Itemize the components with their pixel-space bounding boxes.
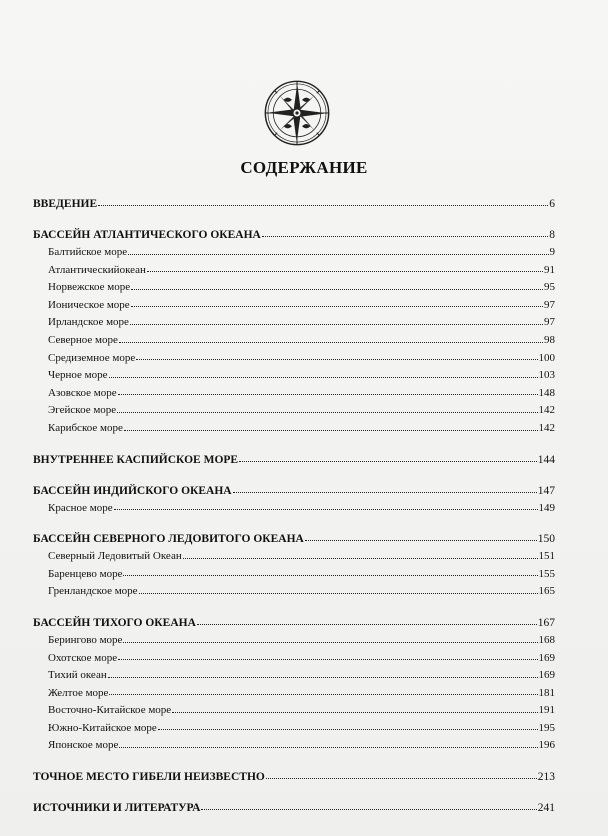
dot-leader <box>147 270 543 272</box>
toc-section-entry <box>33 768 555 786</box>
toc-page-number: 213 <box>537 771 555 784</box>
toc-page-number: 181 <box>538 686 555 699</box>
toc-spacer <box>33 517 555 530</box>
toc-entry-label: Южно-Китайское море <box>48 721 157 734</box>
toc-spacer <box>33 786 555 799</box>
toc-section-entry <box>33 530 555 548</box>
toc-subentry <box>33 297 555 315</box>
page-title: СОДЕРЖАНИЕ <box>240 158 368 177</box>
toc-subentry <box>33 420 555 438</box>
toc-page-number: 168 <box>538 633 555 646</box>
toc-entry-label: Норвежское море <box>48 281 131 294</box>
toc-spacer <box>33 438 555 451</box>
toc-entry-label: Тихий океан <box>48 669 107 682</box>
dot-leader <box>131 288 543 290</box>
toc-entry-label: Черное море <box>48 369 108 382</box>
toc-subentry <box>33 244 555 262</box>
toc-section-entry <box>33 226 555 244</box>
toc-page-number: 196 <box>538 739 555 752</box>
toc-subentry <box>33 583 555 601</box>
toc-page-number: 191 <box>538 704 555 717</box>
toc-page-number: 150 <box>537 533 555 546</box>
toc-page-number: 151 <box>538 550 555 563</box>
toc-entry-label: Северный Ледовитый Океан <box>48 550 182 563</box>
toc-subentry <box>33 566 555 584</box>
toc-entry-label: Красное море <box>48 501 113 514</box>
toc-page-number: 100 <box>538 351 555 364</box>
dot-leader <box>123 641 537 643</box>
toc-page-number: 169 <box>538 669 555 682</box>
toc-entry-label: Восточно-Китайское море <box>48 704 172 717</box>
toc-entry-label: Баренцево море <box>48 567 123 580</box>
dot-leader <box>201 808 536 810</box>
toc-entry-label: ТОЧНОЕ МЕСТО ГИБЕЛИ НЕИЗВЕСТНО <box>33 771 265 784</box>
toc-section-entry <box>33 799 555 817</box>
toc-entry-label: БАССЕЙН ТИХОГО ОКЕАНА <box>33 616 196 629</box>
toc-subentry <box>33 332 555 350</box>
toc-subentry <box>33 262 555 280</box>
toc-entry-label: Японское море <box>48 739 119 752</box>
dot-leader <box>183 557 538 559</box>
toc-entry-label: Средиземное море <box>48 351 136 364</box>
dot-leader <box>305 539 537 541</box>
dot-leader <box>172 711 537 713</box>
toc-spacer <box>33 469 555 482</box>
toc-section-entry <box>33 614 555 632</box>
toc-entry-label: Гренландское море <box>48 585 138 598</box>
dot-leader <box>118 658 537 660</box>
dot-leader <box>130 323 543 325</box>
toc-page-number: 97 <box>544 298 555 311</box>
toc-subentry <box>33 667 555 685</box>
dot-leader <box>197 623 537 625</box>
toc-page-number: 147 <box>537 484 555 497</box>
dot-leader <box>119 746 537 748</box>
toc-entry-label: БАССЕЙН АТЛАНТИЧЕСКОГО ОКЕАНА <box>33 229 261 241</box>
dot-leader <box>131 305 543 307</box>
toc-entry-label: ИСТОЧНИКИ И ЛИТЕРАТУРА <box>33 802 201 815</box>
dot-leader <box>239 460 537 462</box>
toc-subentry <box>33 650 555 668</box>
toc-entry-label: БАССЕЙН СЕВЕРНОГО ЛЕДОВИТОГО ОКЕАНА <box>33 533 304 546</box>
toc-page-number: 9 <box>549 246 555 258</box>
toc-entry-label: Балтийское море <box>48 246 128 258</box>
toc-spacer <box>33 213 555 226</box>
toc-subentry <box>33 350 555 368</box>
toc-subentry <box>33 702 555 720</box>
toc-page-number: 91 <box>544 263 555 276</box>
toc-page-number: 144 <box>537 453 555 466</box>
toc-entry-label: БАССЕЙН ИНДИЙСКОГО ОКЕАНА <box>33 484 232 497</box>
toc-page-number: 195 <box>538 721 555 734</box>
dot-leader <box>124 429 538 431</box>
toc-section-entry <box>33 482 555 500</box>
toc-page-number: 6 <box>549 198 555 210</box>
table-of-contents <box>33 195 555 817</box>
toc-entry-label: Берингово море <box>48 633 123 646</box>
dot-leader <box>123 574 537 576</box>
toc-subentry <box>33 737 555 755</box>
dot-leader <box>233 491 537 493</box>
toc-subentry <box>33 385 555 403</box>
toc-entry-label: Охотское море <box>48 651 118 664</box>
toc-entry-label: Азовское море <box>48 386 117 399</box>
toc-entry-label: Эгейское море <box>48 404 117 417</box>
dot-leader <box>118 393 538 395</box>
dot-leader <box>117 411 537 413</box>
toc-page-number: 95 <box>544 281 555 294</box>
toc-entry-label: ВНУТРЕННЕЕ КАСПИЙСКОЕ МОРЕ <box>33 453 239 466</box>
toc-page-number: 149 <box>538 501 555 514</box>
dot-leader <box>109 693 537 695</box>
dot-leader <box>136 358 537 360</box>
toc-subentry <box>33 402 555 420</box>
toc-subentry <box>33 500 555 518</box>
toc-page-number: 103 <box>538 369 555 382</box>
dot-leader <box>108 676 538 678</box>
toc-subentry <box>33 367 555 385</box>
toc-section-entry <box>33 195 555 213</box>
toc-page-number: 142 <box>538 404 555 417</box>
toc-page-number: 148 <box>538 386 555 399</box>
toc-entry-label: Карибское море <box>48 421 123 434</box>
toc-page-number: 155 <box>538 567 555 580</box>
toc-subentry <box>33 720 555 738</box>
toc-page-number: 241 <box>537 802 555 815</box>
toc-spacer <box>33 601 555 614</box>
toc-subentry <box>33 314 555 332</box>
toc-page-number: 8 <box>549 229 555 241</box>
toc-entry-label: Желтое море <box>48 686 109 699</box>
toc-page-number: 165 <box>538 585 555 598</box>
dot-leader <box>119 341 543 343</box>
compass-rose-icon <box>264 80 330 146</box>
toc-spacer <box>33 755 555 768</box>
toc-subentry <box>33 279 555 297</box>
toc-entry-label: Атлантическийокеан <box>48 263 146 276</box>
toc-entry-label: ВВЕДЕНИЕ <box>33 198 98 210</box>
toc-page-number: 167 <box>537 616 555 629</box>
dot-leader <box>266 777 537 779</box>
toc-subentry <box>33 548 555 566</box>
dot-leader <box>114 508 538 510</box>
toc-entry-label: Северное море <box>48 333 118 346</box>
toc-entry-label: Ирландское море <box>48 316 129 329</box>
toc-subentry <box>33 685 555 703</box>
dot-leader <box>109 376 538 378</box>
toc-page-number: 169 <box>538 651 555 664</box>
toc-page-number: 97 <box>544 316 555 329</box>
toc-page-number: 142 <box>538 421 555 434</box>
dot-leader <box>128 253 548 255</box>
toc-entry-label: Ионическое море <box>48 298 130 311</box>
dot-leader <box>98 204 548 206</box>
dot-leader <box>139 592 538 594</box>
dot-leader <box>158 728 538 730</box>
toc-subentry <box>33 632 555 650</box>
dot-leader <box>262 235 548 237</box>
toc-page-number: 98 <box>544 333 555 346</box>
toc-section-entry <box>33 451 555 469</box>
